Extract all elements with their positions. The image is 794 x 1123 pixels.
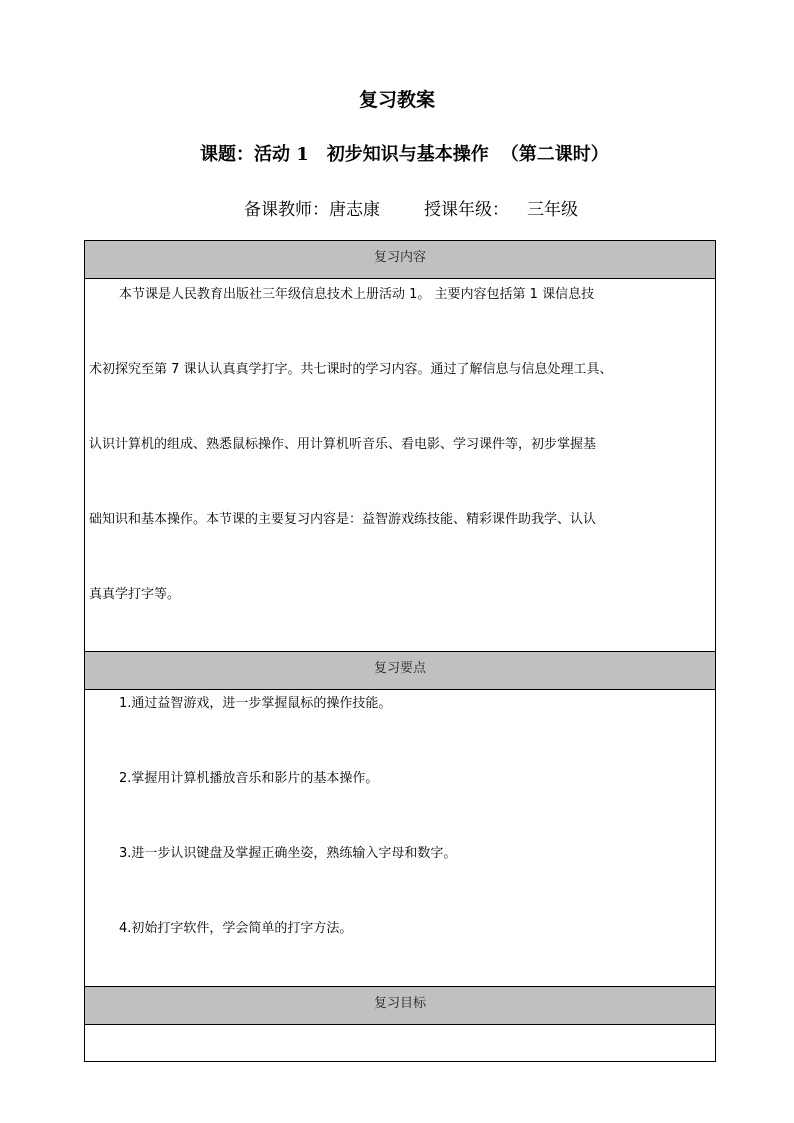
content-line: 础知识和基本操作。本节课的主要复习内容是：益智游戏练技能、精彩课件助我学、认认 <box>89 512 597 527</box>
content-heading: 复习内容 <box>373 250 426 265</box>
grade-value: 三年级 <box>527 200 578 220</box>
content-line: 本节课是人民教育出版社三年级信息技术上册活动 1。 主要内容包括第 1 课信息技 <box>119 287 595 302</box>
point-item: 1.通过益智游戏，进一步掌握鼠标的操作技能。 <box>119 696 392 711</box>
grade-label: 授课年级： <box>424 200 509 220</box>
subject-prefix: 课题：活动 1 <box>200 144 309 165</box>
point-item: 2.掌握用计算机播放音乐和影片的基本操作。 <box>119 771 379 786</box>
teacher-grade-line <box>244 195 578 220</box>
subject-name: 初步知识与基本操作 <box>326 144 489 165</box>
content-body-cell <box>85 279 716 652</box>
subject-session: （第二课时） <box>500 144 609 165</box>
teacher-label: 备课教师：唐志康 <box>244 200 380 220</box>
points-heading: 复习要点 <box>373 661 426 676</box>
goals-body-cell <box>85 1025 716 1062</box>
lesson-table <box>84 240 716 1062</box>
lesson-subject <box>200 140 609 166</box>
content-line: 术初探究至第 7 课认认真真学打字。共七课时的学习内容。通过了解信息与信息处理工具、 <box>89 362 613 377</box>
content-line: 真真学打字等。 <box>89 587 181 602</box>
points-heading-cell <box>85 652 716 690</box>
content-heading-cell <box>85 241 716 279</box>
content-line: 认识计算机的组成、熟悉鼠标操作、用计算机听音乐、看电影、学习课件等，初步掌握基 <box>89 437 597 452</box>
goals-heading-cell <box>85 987 716 1025</box>
point-item: 3.进一步认识键盘及掌握正确坐姿，熟练输入字母和数字。 <box>119 846 457 861</box>
points-body-cell <box>85 690 716 987</box>
point-item: 4.初始打字软件，学会简单的打字方法。 <box>119 921 353 936</box>
document-title: 复习教案 <box>358 89 435 111</box>
goals-heading: 复习目标 <box>373 996 426 1011</box>
